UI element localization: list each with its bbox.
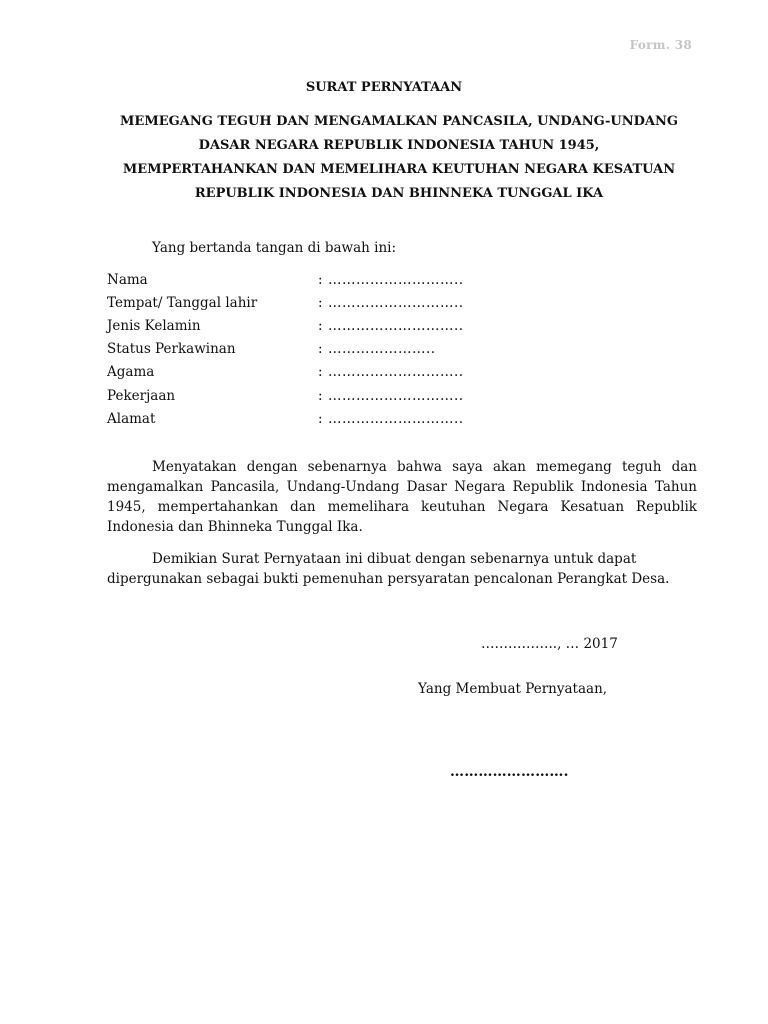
field-colon: : [318,341,323,358]
field-label: Alamat [107,410,156,427]
closing-paragraph: Demikian Surat Pernyataan ini dibuat dengan sebenarnya untuk dapat dipergunakan sebagai bukti pemenuhan persyaratan pencalonan Perangkat Desa. [107,551,670,587]
field-value-blank: ……………………….. [328,271,464,288]
field-row-pekerjaan [107,384,557,407]
field-colon: : [318,364,323,381]
intro-text: Yang bertanda tangan di bawah ini: [152,240,397,256]
field-row-agama [107,361,557,384]
form-number: Form. 38 [629,38,692,52]
field-colon: : [318,387,323,404]
field-label: Nama [107,271,148,288]
document-title: SURAT PERNYATAAN [305,80,463,95]
field-colon: : [318,317,323,334]
field-colon: : [318,294,323,311]
field-row-jenis-kelamin [107,314,557,337]
identity-fields [107,268,557,430]
field-value-blank: ……………………….. [328,294,464,311]
subtitle-line: DASAR NEGARA REPUBLIK INDONESIA TAHUN 1945, [198,138,600,153]
document-subtitle [90,110,708,206]
field-value-blank: ……………………….. [328,364,464,381]
field-label: Agama [107,364,155,381]
field-label: Status Perkawinan [107,341,236,358]
field-row-status-perkawinan [107,338,557,361]
field-value-blank: ……………………….. [328,317,464,334]
field-value-blank: ………………….. [328,341,436,358]
field-label: Pekerjaan [107,387,176,404]
date-line: …………….., … 2017 [481,636,618,652]
field-row-alamat [107,407,557,430]
subtitle-line: MEMPERTAHANKAN DAN MEMELIHARA KEUTUHAN NEGARA KESATUAN [122,162,676,177]
field-row-tempat-tanggal-lahir [107,291,557,314]
field-value-blank: ……………………….. [328,387,464,404]
subtitle-line: REPUBLIK INDONESIA DAN BHINNEKA TUNGGAL IKA [194,186,604,201]
field-value-blank: ……………………….. [328,410,464,427]
field-label: Jenis Kelamin [107,317,201,334]
field-colon: : [318,410,323,427]
field-row-nama [107,268,557,291]
signature-line: ……………………. [450,764,569,780]
subtitle-line: MEMEGANG TEGUH DAN MENGAMALKAN PANCASILA, UNDANG-UNDANG [120,114,678,129]
field-colon: : [318,271,323,288]
field-label: Tempat/ Tanggal lahir [107,294,258,311]
maker-label: Yang Membuat Pernyataan, [418,681,608,697]
statement-paragraph: Menyatakan dengan sebenarnya bahwa saya akan memegang teguh dan mengamalkan Pancasila, Undang-Undang Dasar Negara Republik Indonesia Tahun 1945, mempertahankan dan memelihara keutuhan Negara Kesatuan Republik Indonesia dan Bhinneka Tunggal Ika. [107,459,697,535]
